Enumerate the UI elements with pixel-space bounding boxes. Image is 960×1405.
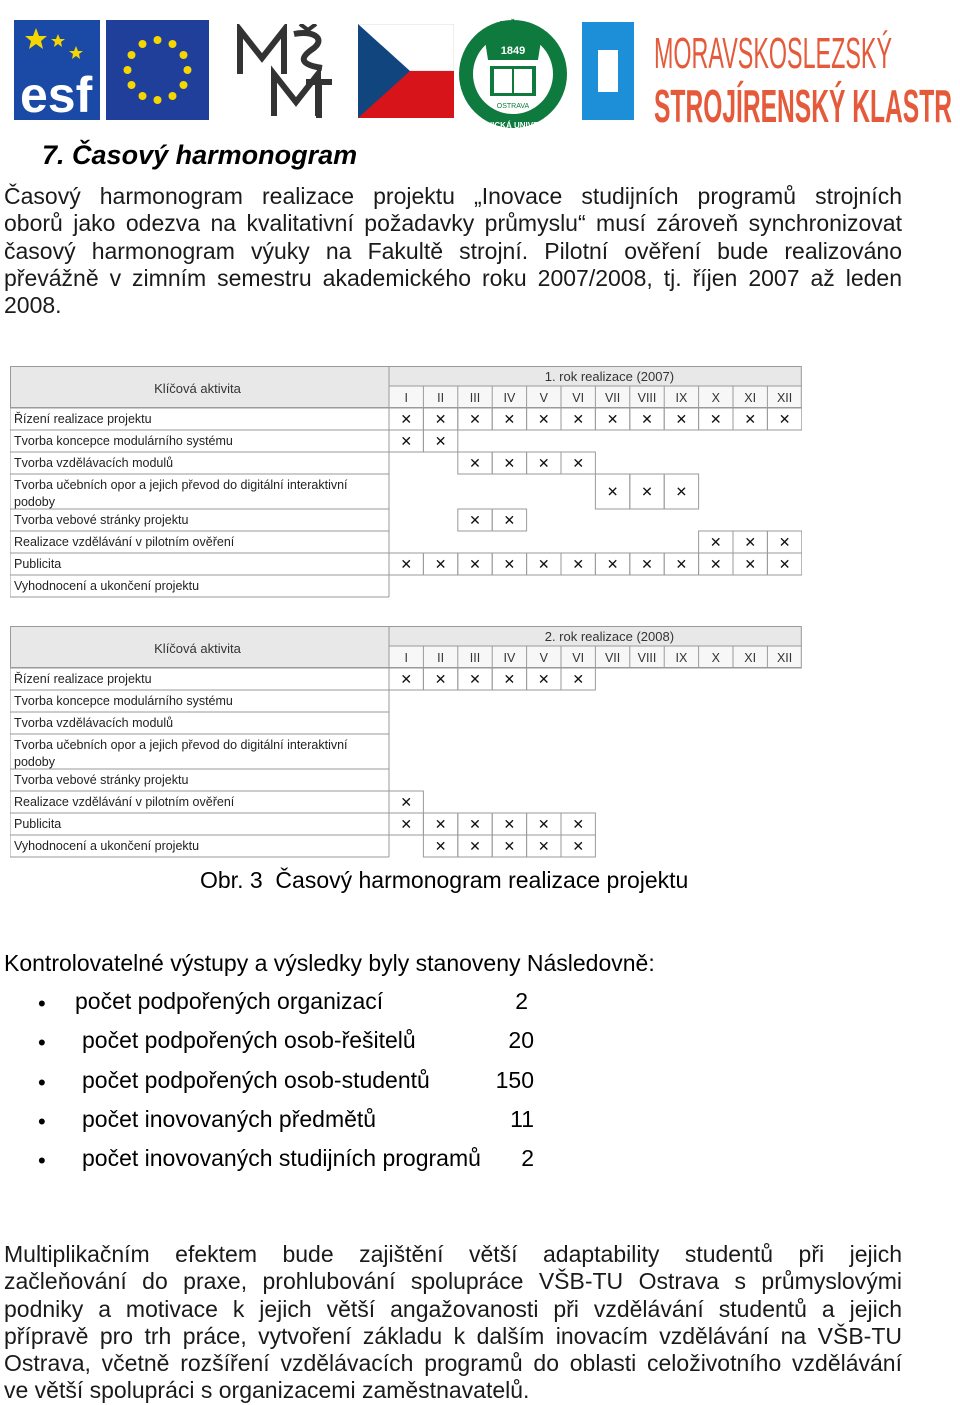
closing-paragraph	[4, 1241, 902, 1405]
activity-mark: ✕	[400, 434, 413, 450]
activity-mark: ✕	[434, 839, 447, 855]
msk-logo-line1: MORAVSKOSLEZSKÝ	[654, 29, 892, 78]
activity-mark: ✕	[572, 839, 585, 855]
activity-mark: ✕	[469, 817, 481, 833]
intro-line: oborů jako odezva na kvalitativní požadavky průmyslu“ musí zároveň synchronizovat	[4, 210, 902, 237]
activity-mark: ✕	[400, 795, 413, 811]
intro-line: 2008.	[4, 292, 62, 319]
month-label: VII	[604, 651, 621, 665]
activity-label: Vyhodnocení a ukončení projektu	[14, 839, 200, 853]
month-label: IX	[675, 391, 688, 405]
activity-mark: ✕	[434, 672, 447, 688]
activity-mark: ✕	[400, 672, 413, 688]
outputs-list	[0, 988, 600, 1188]
schedule-table-year-1	[10, 366, 802, 602]
activity-mark: ✕	[503, 672, 516, 688]
activity-label: Tvorba učebních opor a jejich převod do digitální interaktivní	[14, 738, 348, 752]
activity-header-label: Klíčová aktivita	[154, 641, 241, 656]
activity-mark: ✕	[400, 412, 413, 428]
month-label: IV	[503, 651, 516, 665]
closing-line: Ostrava, včetně rozšíření vzdělávacích programů do oblasti celoživotního vzdělávání	[4, 1350, 902, 1377]
closing-line: Multiplikačním efektem bude zajištění větší adaptability studentů při jejich	[4, 1241, 902, 1267]
activity-mark: ✕	[400, 557, 413, 573]
activity-mark: ✕	[537, 456, 550, 472]
svg-text:TECHNICKÁ UNIVERZITA: TECHNICKÁ UNIVERZITA	[464, 121, 562, 130]
esf-eu-logo	[14, 20, 209, 120]
month-label: XI	[744, 391, 757, 405]
activity-label: Publicita	[14, 817, 62, 831]
year-header-label: 1. rok realizace (2007)	[544, 369, 675, 384]
month-label: IV	[503, 391, 516, 405]
schedule-grid	[10, 626, 802, 862]
activity-mark: ✕	[606, 412, 619, 428]
activity-mark: ✕	[641, 484, 653, 501]
activity-mark: ✕	[675, 412, 688, 428]
activity-mark: ✕	[503, 817, 516, 833]
activity-mark: ✕	[537, 839, 550, 855]
activity-label: Tvorba vzdělávacích modulů	[14, 456, 174, 470]
output-label: počet inovovaných předmětů	[82, 1106, 377, 1132]
activity-label: Tvorba koncepce modulárního systému	[14, 434, 233, 448]
msk-logo-line2: STROJÍRENSKÝ KLASTR	[654, 80, 952, 130]
activity-mark: ✕	[503, 557, 516, 573]
schedule-grid	[10, 366, 802, 602]
activity-mark: ✕	[709, 557, 722, 573]
outputs-intro: Kontrolovatelné výstupy a výsledky byly stanoveny Následovně:	[4, 950, 655, 976]
activity-label: Řízení realizace projektu	[14, 412, 152, 426]
activity-mark: ✕	[778, 412, 791, 428]
vsb-tu-seal	[454, 6, 572, 134]
activity-label: Tvorba vebové stránky projektu	[14, 773, 189, 787]
esf-logo-text: esf	[20, 67, 93, 120]
month-label: VIII	[637, 651, 657, 665]
activity-mark: ✕	[400, 817, 413, 833]
activity-mark: ✕	[709, 412, 722, 428]
activity-mark: ✕	[641, 557, 653, 573]
month-label: II	[437, 391, 445, 405]
activity-mark: ✕	[778, 557, 791, 573]
activity-label: Tvorba učebních opor a jejich převod do digitální interaktivní	[14, 478, 348, 492]
month-label: XI	[744, 651, 757, 665]
activity-mark: ✕	[675, 484, 688, 501]
closing-line: podniky a motivace k jejich větší angažovanosti při vzdělávání studentů a jejich	[4, 1295, 902, 1322]
month-label: II	[437, 651, 445, 665]
output-label: počet podpořených organizací	[75, 988, 384, 1014]
closing-line: začleňování do praxe, prohlubování spolupráce VŠB-TU Ostrava s průmyslovými	[4, 1268, 902, 1295]
activity-label: Vyhodnocení a ukončení projektu	[14, 579, 200, 593]
month-label: I	[404, 391, 408, 405]
month-label: V	[539, 391, 548, 405]
month-label: VI	[572, 651, 585, 665]
activity-mark: ✕	[469, 672, 481, 688]
output-label: počet inovovaných studijních programů	[82, 1145, 481, 1171]
month-label: III	[469, 391, 481, 405]
activity-mark: ✕	[503, 456, 516, 472]
activity-mark: ✕	[469, 412, 481, 428]
month-label: X	[711, 651, 720, 665]
activity-mark: ✕	[744, 535, 757, 551]
activity-mark: ✕	[503, 839, 516, 855]
activity-label: Tvorba vebové stránky projektu	[14, 513, 189, 527]
closing-line: ve větší spolupráci s organizacemi zaměstnavatelů.	[4, 1377, 530, 1404]
activity-mark: ✕	[503, 412, 516, 428]
bullet: •	[38, 1109, 46, 1134]
activity-mark: ✕	[537, 817, 550, 833]
activity-mark: ✕	[434, 557, 447, 573]
activity-mark: ✕	[744, 557, 757, 573]
bullet: •	[38, 1030, 46, 1055]
activity-mark: ✕	[434, 817, 447, 833]
activity-label: Realizace vzdělávání v pilotním ověření	[14, 535, 235, 549]
intro-line: Časový harmonogram realizace projektu „Inovace studijních programů strojních	[4, 183, 902, 209]
section-heading	[42, 140, 357, 171]
activity-mark: ✕	[606, 557, 619, 573]
svg-text:V Š B: V Š B	[499, 20, 527, 31]
activity-mark: ✕	[434, 412, 447, 428]
activity-mark: ✕	[744, 412, 757, 428]
section-title: Časový harmonogram	[72, 140, 358, 170]
month-label: III	[469, 651, 481, 665]
svg-text:OSTRAVA: OSTRAVA	[496, 103, 530, 110]
activity-mark: ✕	[572, 412, 585, 428]
activity-label: Tvorba vzdělávacích modulů	[14, 716, 174, 730]
activity-mark: ✕	[675, 557, 688, 573]
activity-mark: ✕	[469, 456, 481, 472]
bullet: •	[38, 1148, 46, 1173]
activity-label: podoby	[14, 495, 56, 509]
activity-label: Tvorba koncepce modulárního systému	[14, 694, 233, 708]
month-label: IX	[675, 651, 688, 665]
activity-mark: ✕	[572, 456, 585, 472]
activity-mark: ✕	[709, 535, 722, 551]
section-number: 7.	[42, 140, 65, 170]
month-label: V	[539, 651, 548, 665]
month-label: VIII	[637, 391, 657, 405]
activity-label: Realizace vzdělávání v pilotním ověření	[14, 795, 235, 809]
activity-label: podoby	[14, 755, 56, 769]
output-value: 11	[510, 1106, 534, 1132]
activity-mark: ✕	[503, 513, 516, 529]
year-header-label: 2. rok realizace (2008)	[544, 629, 675, 644]
activity-header-label: Klíčová aktivita	[154, 381, 241, 396]
output-label: počet podpořených osob-studentů	[82, 1067, 430, 1093]
month-label: XII	[776, 651, 793, 665]
activity-mark: ✕	[606, 484, 619, 501]
activity-mark: ✕	[572, 557, 585, 573]
intro-line: časový harmonogram výuky na Fakultě strojní. Pilotní ověření bude realizováno	[4, 237, 902, 264]
output-label: počet podpořených osob-řešitelů	[82, 1027, 416, 1053]
schedule-table-year-2	[10, 626, 802, 862]
output-value: 2	[521, 1145, 534, 1171]
activity-mark: ✕	[469, 557, 481, 573]
month-label: X	[711, 391, 720, 405]
activity-mark: ✕	[537, 412, 550, 428]
activity-mark: ✕	[641, 412, 653, 428]
logo-header	[0, 0, 960, 135]
activity-mark: ✕	[572, 672, 585, 688]
msk-logo	[582, 10, 957, 130]
month-label: I	[404, 651, 408, 665]
month-label: VII	[604, 391, 621, 405]
intro-line: převážně v zimním semestru akademického roku 2007/2008, tj. říjen 2007 až leden	[4, 264, 902, 291]
month-label: VI	[572, 391, 585, 405]
activity-mark: ✕	[572, 817, 585, 833]
figure-caption: Obr. 3 Časový harmonogram realizace projektu	[200, 867, 689, 893]
czech-flag-logo	[358, 24, 454, 118]
closing-line: přípravě pro trh práce, vytvoření základu k dalším inovacím vzdělávání na VŠB-TU	[4, 1322, 902, 1349]
bullet: •	[38, 1070, 46, 1095]
msmt-logo	[234, 24, 334, 120]
activity-mark: ✕	[537, 672, 550, 688]
output-value: 150	[495, 1067, 534, 1093]
activity-mark: ✕	[469, 839, 481, 855]
activity-mark: ✕	[434, 434, 447, 450]
activity-label: Publicita	[14, 557, 62, 571]
output-value: 2	[515, 988, 528, 1014]
activity-mark: ✕	[537, 557, 550, 573]
activity-mark: ✕	[469, 513, 481, 529]
activity-label: Řízení realizace projektu	[14, 672, 152, 686]
output-value: 20	[508, 1027, 534, 1053]
month-label: XII	[776, 391, 793, 405]
svg-text:1849: 1849	[500, 45, 526, 57]
bullet: •	[38, 991, 46, 1016]
intro-paragraph	[4, 183, 902, 319]
activity-mark: ✕	[778, 535, 791, 551]
